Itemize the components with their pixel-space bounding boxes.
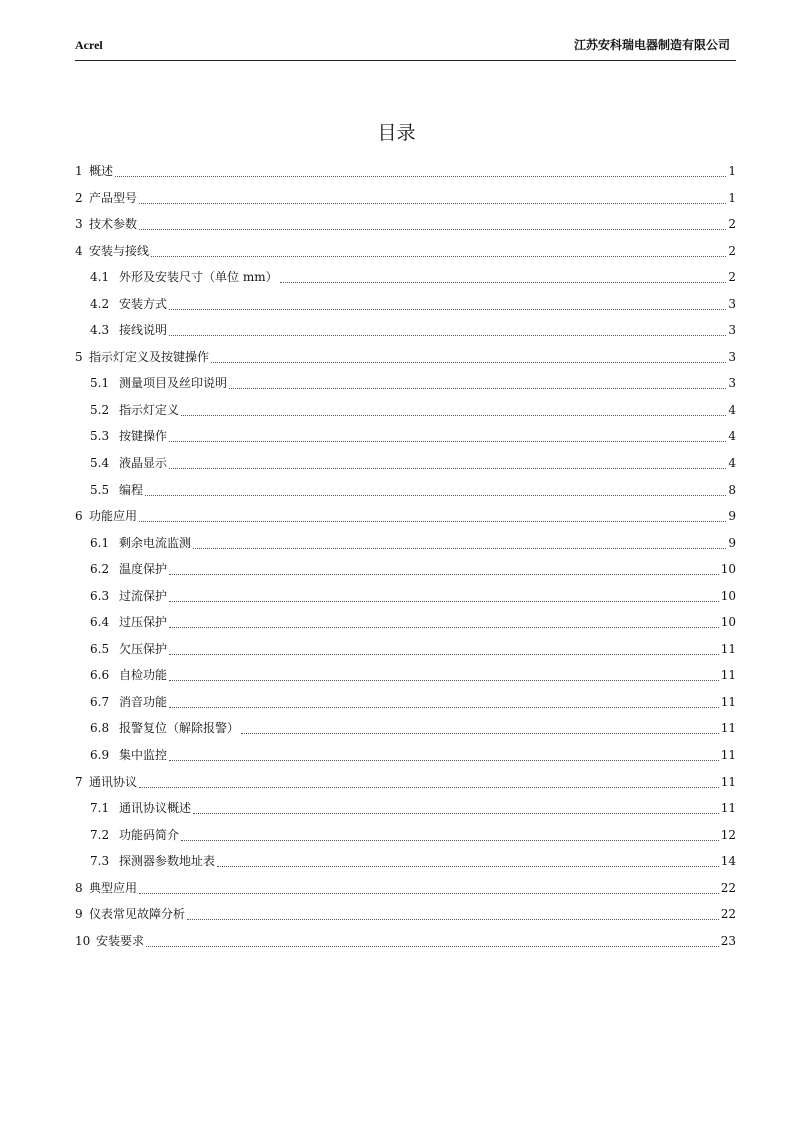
toc-entry-label: 探测器参数地址表 bbox=[119, 848, 217, 875]
toc-entry[interactable] bbox=[0, 264, 793, 291]
toc-entry-page: 11 bbox=[719, 715, 736, 742]
toc-leader-dots bbox=[139, 787, 719, 788]
toc-entry[interactable] bbox=[0, 848, 793, 875]
toc-leader-dots bbox=[139, 203, 726, 204]
toc-entry-page: 1 bbox=[726, 185, 736, 212]
company-name: 江苏安科瑞电器制造有限公司 bbox=[573, 38, 730, 52]
toc-entry[interactable] bbox=[0, 769, 793, 796]
toc-entry-page: 11 bbox=[719, 769, 736, 796]
toc-entry[interactable] bbox=[0, 344, 793, 371]
toc-entry-page: 4 bbox=[726, 397, 736, 424]
toc-entry-label: 剩余电流监测 bbox=[119, 530, 193, 557]
table-of-contents bbox=[0, 158, 793, 954]
toc-entry[interactable] bbox=[0, 397, 793, 424]
toc-entry-page: 1 bbox=[726, 158, 736, 185]
toc-entry-number: 3 bbox=[75, 217, 83, 232]
toc-entry-page: 14 bbox=[719, 848, 736, 875]
toc-entry-number: 6.4 bbox=[90, 615, 110, 630]
toc-leader-dots bbox=[217, 866, 719, 867]
toc-entry-page: 2 bbox=[726, 264, 736, 291]
toc-entry-page: 11 bbox=[719, 795, 736, 822]
toc-leader-dots bbox=[169, 468, 726, 469]
toc-leader-dots bbox=[193, 813, 719, 814]
brand-name: Acrel bbox=[75, 38, 103, 52]
toc-entry-page: 3 bbox=[726, 370, 736, 397]
toc-leader-dots bbox=[169, 601, 719, 602]
toc-entry-page: 3 bbox=[726, 344, 736, 371]
toc-entry-label: 指示灯定义 bbox=[119, 397, 181, 424]
toc-entry-label: 液晶显示 bbox=[119, 450, 169, 477]
toc-entry-number: 8 bbox=[75, 880, 83, 895]
toc-entry-page: 11 bbox=[719, 742, 736, 769]
toc-entry-label: 自检功能 bbox=[119, 662, 169, 689]
toc-entry[interactable] bbox=[0, 238, 793, 265]
toc-entry-label: 通讯协议概述 bbox=[119, 795, 193, 822]
toc-leader-dots bbox=[181, 415, 726, 416]
toc-entry-label: 过压保护 bbox=[119, 609, 169, 636]
toc-entry-number: 6.3 bbox=[90, 588, 110, 603]
toc-entry[interactable] bbox=[0, 822, 793, 849]
toc-leader-dots bbox=[169, 309, 726, 310]
toc-entry-page: 11 bbox=[719, 689, 736, 716]
toc-entry-label: 按键操作 bbox=[119, 423, 169, 450]
toc-entry[interactable] bbox=[0, 477, 793, 504]
toc-entry[interactable] bbox=[0, 901, 793, 928]
toc-entry-label: 概述 bbox=[89, 158, 115, 185]
toc-entry-number: 5.4 bbox=[90, 456, 110, 471]
toc-leader-dots bbox=[193, 548, 726, 549]
toc-leader-dots bbox=[169, 654, 719, 655]
toc-entry-label: 功能应用 bbox=[89, 503, 139, 530]
toc-leader-dots bbox=[169, 707, 719, 708]
toc-entry-label: 典型应用 bbox=[89, 875, 139, 902]
toc-entry-label: 仪表常见故障分析 bbox=[89, 901, 187, 928]
toc-entry-number: 4.2 bbox=[90, 296, 110, 311]
toc-entry[interactable] bbox=[0, 875, 793, 902]
toc-entry[interactable] bbox=[0, 185, 793, 212]
toc-leader-dots bbox=[139, 521, 726, 522]
toc-entry-page: 10 bbox=[719, 556, 736, 583]
toc-leader-dots bbox=[169, 441, 726, 442]
toc-entry-page: 23 bbox=[719, 928, 736, 955]
toc-entry[interactable] bbox=[0, 370, 793, 397]
toc-entry[interactable] bbox=[0, 530, 793, 557]
toc-entry-number: 6.1 bbox=[90, 535, 110, 550]
toc-leader-dots bbox=[146, 946, 719, 947]
toc-entry-number: 7.1 bbox=[90, 801, 110, 816]
toc-entry-page: 12 bbox=[719, 822, 736, 849]
toc-entry-number: 5.1 bbox=[90, 376, 110, 391]
toc-leader-dots bbox=[169, 574, 719, 575]
toc-entry[interactable] bbox=[0, 211, 793, 238]
toc-leader-dots bbox=[181, 840, 719, 841]
toc-entry-page: 8 bbox=[726, 477, 736, 504]
toc-entry[interactable] bbox=[0, 291, 793, 318]
toc-entry-page: 9 bbox=[726, 530, 736, 557]
toc-entry-number: 6.5 bbox=[90, 641, 110, 656]
toc-entry[interactable] bbox=[0, 450, 793, 477]
toc-entry[interactable] bbox=[0, 556, 793, 583]
toc-leader-dots bbox=[211, 362, 726, 363]
toc-entry-number: 4.1 bbox=[90, 270, 110, 285]
toc-entry[interactable] bbox=[0, 583, 793, 610]
toc-entry-page: 11 bbox=[719, 636, 736, 663]
toc-entry-page: 2 bbox=[726, 238, 736, 265]
toc-leader-dots bbox=[151, 256, 726, 257]
toc-leader-dots bbox=[169, 760, 719, 761]
toc-entry-page: 22 bbox=[719, 901, 736, 928]
toc-entry-label: 安装方式 bbox=[119, 291, 169, 318]
toc-entry-number: 4.3 bbox=[90, 323, 110, 338]
toc-leader-dots bbox=[169, 627, 719, 628]
toc-entry-label: 编程 bbox=[119, 477, 145, 504]
toc-entry-number: 5 bbox=[75, 349, 83, 364]
toc-entry-page: 11 bbox=[719, 662, 736, 689]
toc-entry-number: 2 bbox=[75, 190, 83, 205]
toc-entry-label: 技术参数 bbox=[89, 211, 139, 238]
toc-entry-page: 9 bbox=[726, 503, 736, 530]
toc-entry-label: 消音功能 bbox=[119, 689, 169, 716]
toc-entry[interactable] bbox=[0, 423, 793, 450]
toc-entry-page: 3 bbox=[726, 291, 736, 318]
toc-entry-number: 7 bbox=[75, 774, 83, 789]
toc-entry-number: 7.2 bbox=[90, 827, 110, 842]
toc-title: 目录 bbox=[377, 122, 416, 144]
toc-entry-page: 3 bbox=[726, 317, 736, 344]
toc-entry-label: 报警复位（解除报警） bbox=[119, 715, 241, 742]
toc-entry-number: 10 bbox=[75, 933, 91, 948]
toc-entry[interactable] bbox=[0, 689, 793, 716]
toc-entry-label: 功能码简介 bbox=[119, 822, 181, 849]
toc-entry-label: 通讯协议 bbox=[89, 769, 139, 796]
toc-leader-dots bbox=[169, 680, 719, 681]
toc-entry-number: 9 bbox=[75, 907, 83, 922]
toc-entry-page: 2 bbox=[726, 211, 736, 238]
page-header bbox=[75, 36, 736, 61]
toc-entry[interactable] bbox=[0, 503, 793, 530]
toc-entry-label: 外形及安装尺寸（单位 mm） bbox=[119, 264, 280, 291]
toc-entry-label: 集中监控 bbox=[119, 742, 169, 769]
toc-entry[interactable] bbox=[0, 636, 793, 663]
toc-entry[interactable] bbox=[0, 609, 793, 636]
toc-leader-dots bbox=[229, 388, 726, 389]
toc-leader-dots bbox=[187, 919, 719, 920]
toc-entry-number: 6 bbox=[75, 509, 83, 524]
toc-leader-dots bbox=[139, 893, 719, 894]
toc-entry-label: 欠压保护 bbox=[119, 636, 169, 663]
toc-leader-dots bbox=[115, 176, 726, 177]
toc-entry-page: 22 bbox=[719, 875, 736, 902]
toc-entry-number: 4 bbox=[75, 243, 83, 258]
toc-entry-number: 5.2 bbox=[90, 402, 110, 417]
toc-entry-label: 测量项目及丝印说明 bbox=[119, 370, 229, 397]
toc-entry-label: 安装要求 bbox=[96, 928, 146, 955]
toc-entry-number: 7.3 bbox=[90, 854, 110, 869]
toc-entry-page: 4 bbox=[726, 450, 736, 477]
toc-entry-page: 10 bbox=[719, 583, 736, 610]
toc-entry-number: 6.9 bbox=[90, 748, 110, 763]
toc-entry[interactable] bbox=[0, 928, 793, 955]
toc-entry[interactable] bbox=[0, 715, 793, 742]
toc-leader-dots bbox=[139, 229, 726, 230]
toc-entry[interactable] bbox=[0, 662, 793, 689]
toc-entry-page: 10 bbox=[719, 609, 736, 636]
toc-entry[interactable] bbox=[0, 742, 793, 769]
toc-leader-dots bbox=[280, 282, 726, 283]
toc-entry-label: 安装与接线 bbox=[89, 238, 151, 265]
toc-entry-number: 6.7 bbox=[90, 694, 110, 709]
toc-entry[interactable] bbox=[0, 158, 793, 185]
toc-entry-number: 1 bbox=[75, 164, 83, 178]
toc-entry-label: 接线说明 bbox=[119, 317, 169, 344]
toc-entry-number: 5.3 bbox=[90, 429, 110, 444]
toc-entry-label: 过流保护 bbox=[119, 583, 169, 610]
toc-entry-label: 指示灯定义及按键操作 bbox=[89, 344, 211, 371]
toc-entry-page: 4 bbox=[726, 423, 736, 450]
toc-entry[interactable] bbox=[0, 317, 793, 344]
header-rule bbox=[75, 60, 736, 61]
toc-entry-number: 5.5 bbox=[90, 482, 110, 497]
toc-leader-dots bbox=[145, 495, 726, 496]
toc-entry-label: 产品型号 bbox=[89, 185, 139, 212]
toc-leader-dots bbox=[241, 733, 719, 734]
toc-entry-number: 6.8 bbox=[90, 721, 110, 736]
toc-entry-label: 温度保护 bbox=[119, 556, 169, 583]
toc-leader-dots bbox=[169, 335, 726, 336]
toc-entry-number: 6.2 bbox=[90, 562, 110, 577]
toc-entry-number: 6.6 bbox=[90, 668, 110, 683]
toc-entry[interactable] bbox=[0, 795, 793, 822]
